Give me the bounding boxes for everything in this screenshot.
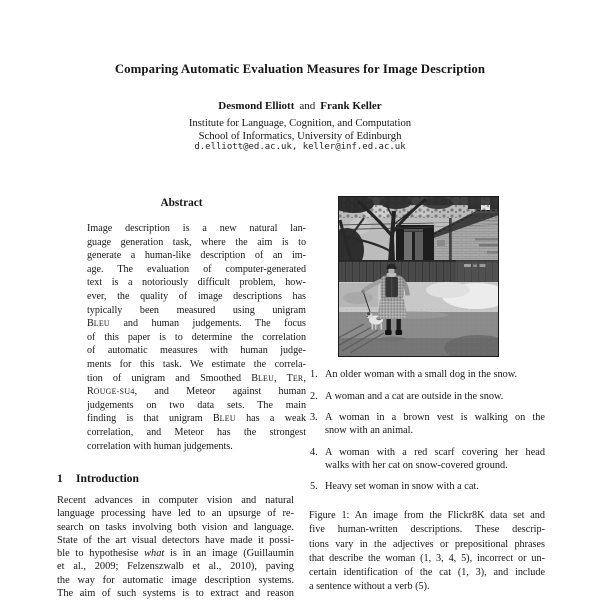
text-line: An older woman with a small dog in the snow. <box>325 369 518 380</box>
figure-description-item <box>309 411 545 437</box>
author-2: Frank Keller <box>320 100 382 112</box>
text-line: guage generation task, where the aim is to <box>87 236 306 248</box>
text-line: ever, the quality of image descriptions has <box>87 290 306 302</box>
author-emails: d.elliott@ed.ac.uk, keller@inf.ed.ac.uk <box>194 142 406 152</box>
text-line: search on tasks involving both vision and language. <box>57 521 294 533</box>
introduction-body <box>57 494 294 600</box>
item-text <box>325 446 545 472</box>
authors-line <box>0 100 600 112</box>
figure-description-list <box>309 368 545 493</box>
text-line: The aim of such systems is to extract and reason <box>57 588 294 600</box>
item-number: 1. <box>310 369 318 380</box>
photo-doorway <box>396 225 434 263</box>
text-line: A woman and a cat are outside in the snow. <box>325 390 504 402</box>
text-line: of this paper is to determine the correlation <box>87 331 306 343</box>
text-line: BLEU and human judgements. The focus <box>87 318 306 330</box>
text-line: tion of unigram and Smoothed BLEU, TER, <box>87 372 307 384</box>
affiliation-line-2: School of Informatics, University of Edinburgh <box>198 130 402 142</box>
text-line: Image description is a new natural lan- <box>87 223 306 234</box>
item-number: 2. <box>310 390 318 402</box>
text-line: certain identification of the cat (1, 3), and include <box>309 567 545 579</box>
item-text <box>325 411 545 437</box>
text-line: correlation with human judgements. <box>87 440 233 452</box>
text-line: five human-written descriptions. These descrip- <box>309 524 545 536</box>
abstract-section <box>57 197 306 453</box>
figure-description-item <box>309 390 545 403</box>
item-number: 4. <box>310 446 318 458</box>
text-line: ble to hypothesise what is in an image (Guillaumin <box>57 548 294 560</box>
text-line: ROUGE-SU4, and Meteor against human <box>87 386 306 398</box>
figure-caption <box>309 509 545 595</box>
text-line: a sentence without a verb (5). <box>309 581 430 593</box>
text-line: tions vary in the adjectives or prepositional phrases <box>309 538 545 550</box>
figure-description-item <box>309 446 545 472</box>
text-line: generate a human-like description of an im- <box>87 250 306 262</box>
text-line: walks with her cat on snow-covered ground. <box>325 459 508 471</box>
text-line: text is a notoriously difficult problem, how- <box>87 277 306 289</box>
text-line: the way for automatic image description systems. <box>57 574 294 586</box>
text-line: snow with an animal. <box>325 425 414 436</box>
affiliation-line-1: Institute for Language, Cognition, and Computation <box>188 117 412 129</box>
item-text <box>325 480 545 493</box>
figure-description-item <box>309 368 545 381</box>
abstract-body <box>87 222 306 453</box>
text-line: finding is that unigram BLEU has a weak <box>87 413 306 425</box>
text-line: age. The evaluation of computer-generated <box>87 263 306 275</box>
text-line: correlation, and Meteor has the strongest <box>87 426 306 438</box>
text-line: ments for this task. We estimate the correla- <box>87 358 306 370</box>
item-number: 5. <box>310 481 318 492</box>
text-line: that describe the woman (1, 3, 4, 5), incorrect or un- <box>309 552 545 564</box>
figure-photo <box>338 196 499 357</box>
text-line: typically been measured using unigram <box>87 304 306 316</box>
section-title: Introduction <box>76 472 139 485</box>
figure-description-item <box>309 480 545 493</box>
author-1: Desmond Elliott <box>218 100 295 112</box>
text-line: judgements on two data sets. The main <box>87 399 306 411</box>
item-text <box>325 368 545 381</box>
text-line: of automatic measures with human judge- <box>87 345 306 357</box>
section-number: 1 <box>57 472 63 485</box>
paper-title: Comparing Automatic Evaluation Measures for Image Description <box>114 62 486 76</box>
introduction-section <box>57 472 294 600</box>
text-line: Heavy set woman in snow with a cat. <box>325 481 479 492</box>
section-heading-introduction <box>57 472 294 485</box>
authors-conjunction: and <box>299 100 316 112</box>
item-number: 3. <box>310 412 318 423</box>
text-line: A woman with a red scarf covering her head <box>325 446 545 458</box>
abstract-heading: Abstract <box>160 197 203 209</box>
text-line: language processing have led to an upsurge of re- <box>57 508 294 520</box>
text-line: A woman in a brown vest is walking on the <box>325 412 545 423</box>
text-line: State of the art visual detectors have made it possi- <box>57 534 294 546</box>
text-line: Figure 1: An image from the Flickr8K data set and <box>309 510 545 521</box>
figure-column <box>309 196 545 595</box>
item-text <box>325 390 545 403</box>
text-line: et al., 2009; Felzenszwalb et al., 2010), paving <box>57 561 294 573</box>
text-line: Recent advances in computer vision and natural <box>57 495 294 506</box>
